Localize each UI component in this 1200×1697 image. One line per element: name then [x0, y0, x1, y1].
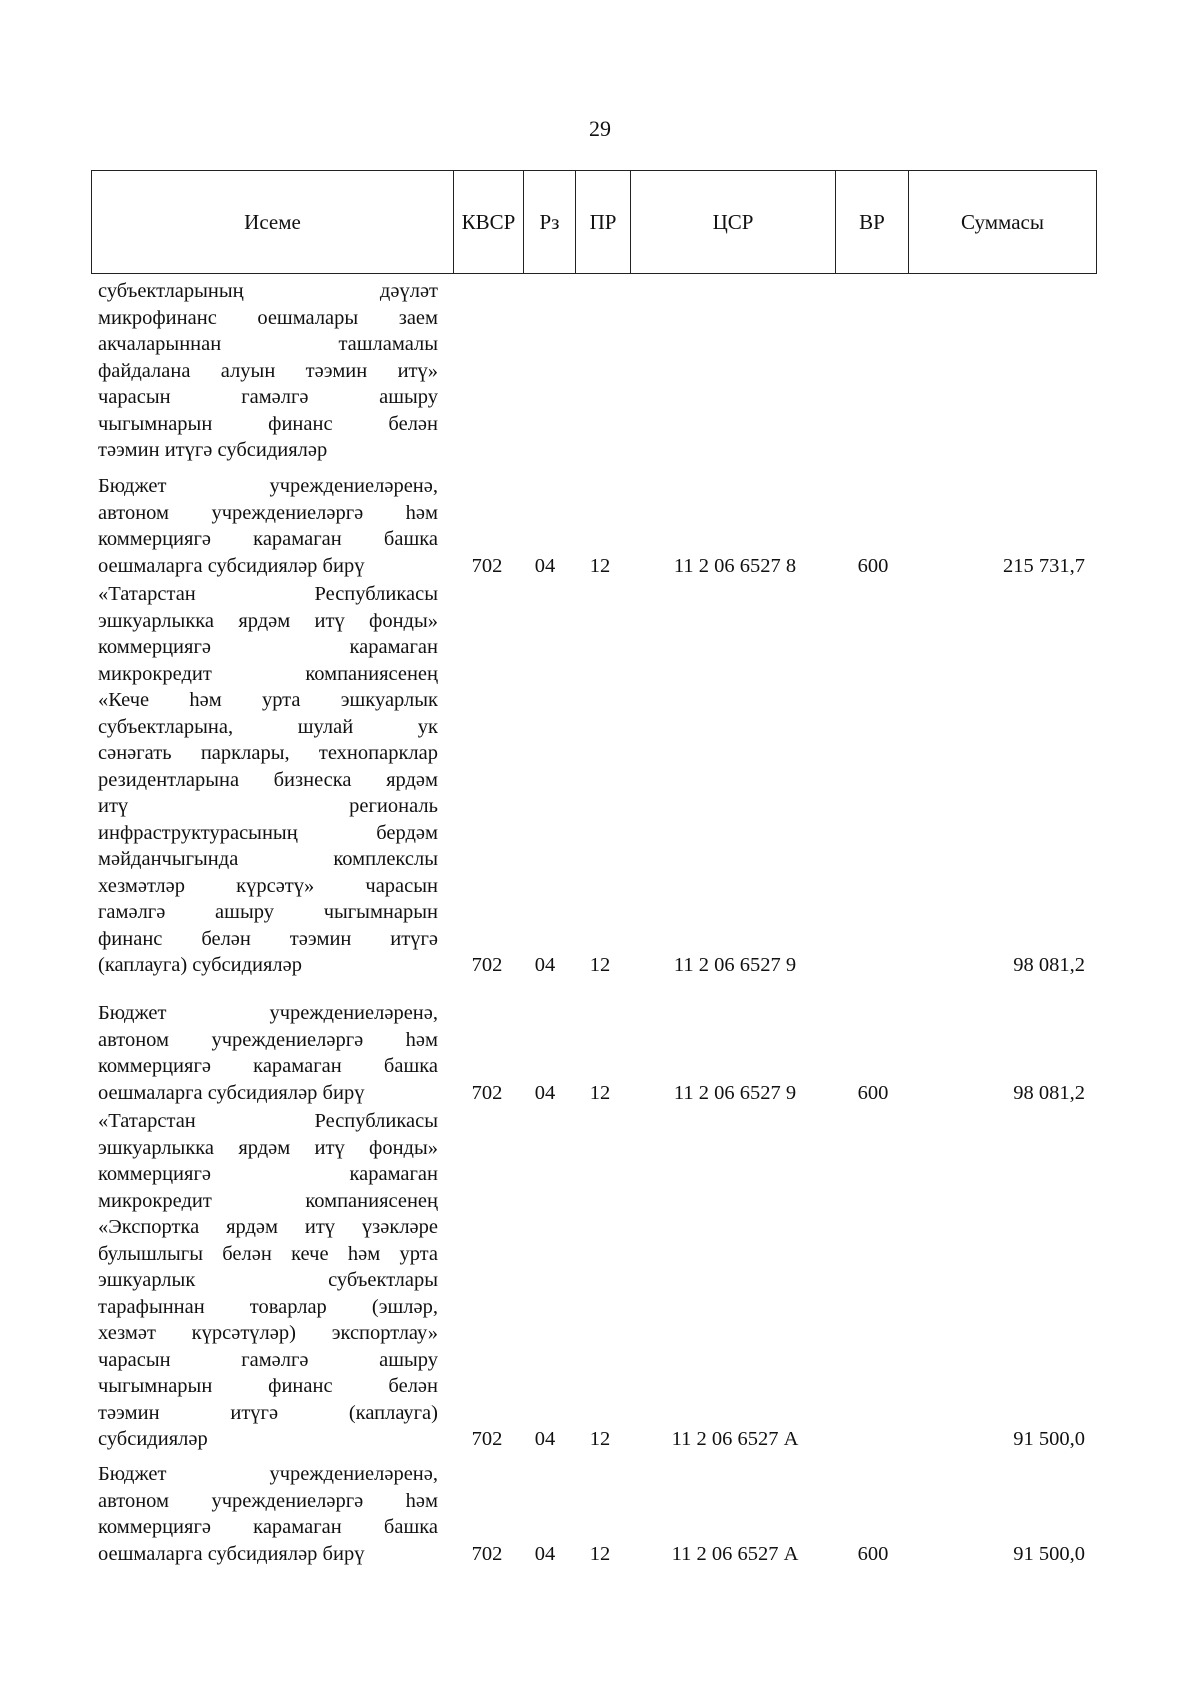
header-rz: Рз: [524, 171, 576, 274]
row-name-line: эшкуарлыкка ярдәм итү фонды»: [98, 609, 438, 632]
row-name: [98, 473, 438, 579]
row-name-line: инфраструктурасының бердәм: [98, 821, 438, 844]
header-kvsr: КВСР: [454, 171, 524, 274]
row-name-line: субъектларының дәүләт: [98, 280, 438, 302]
row-name-line: «Экспортка ярдәм итү үзәкләре: [98, 1216, 438, 1238]
row-name-line: микрофинанс оешмалары заем: [98, 306, 438, 329]
row-vr: 600: [857, 554, 889, 577]
header-sum: Суммасы: [909, 171, 1097, 274]
row-rz: 04: [534, 1542, 556, 1565]
row-name-line: автоном учреждениеләргә һәм: [98, 1028, 438, 1051]
row-name-line: оешмаларга субсидияләр бирү: [98, 1081, 365, 1104]
row-name-line: чыгымнарын финанс белән: [98, 412, 438, 435]
row-pr: 12: [589, 1428, 611, 1450]
row-name-line: чарасын гамәлгә ашыру: [98, 1348, 438, 1371]
header-name: Исеме: [92, 171, 454, 274]
row-name-line: субсидияләр: [98, 1428, 208, 1450]
row-csr: 11 2 06 6527 А: [671, 1542, 799, 1565]
header-pr: ПР: [576, 171, 631, 274]
row-kvsr: 702: [471, 1081, 503, 1104]
page-number: 29: [589, 116, 611, 141]
row-name-line: микрокредит компаниясенең: [98, 1189, 438, 1212]
row-csr: 11 2 06 6527 9: [673, 1081, 797, 1104]
row-name-line: финанс белән тәэмин итүгә: [98, 927, 438, 950]
row-name-line: итү региональ: [98, 795, 438, 817]
row-name: [98, 581, 438, 979]
row-name-line: коммерциягә карамаган: [98, 636, 438, 658]
row-name: [98, 1461, 438, 1567]
row-name-line: файдалана алуын тәэмин итү»: [98, 359, 438, 382]
row-vr: 600: [857, 1542, 889, 1565]
row-name-line: «Татарстан Республикасы: [98, 1110, 438, 1132]
row-vr: 600: [857, 1081, 889, 1104]
row-name-line: гамәлгә ашыру чыгымнарын: [98, 901, 438, 923]
row-name-line: коммерциягә карамаган башка: [98, 1516, 438, 1538]
row-sum: 98 081,2: [1013, 1081, 1085, 1104]
row-pr: 12: [589, 954, 611, 976]
row-name-line: булышлыгы белән кече һәм урта: [98, 1242, 438, 1265]
row-name-line: «Кече һәм урта эшкуарлык: [98, 689, 438, 711]
row-name-line: оешмаларга субсидияләр бирү: [98, 1542, 365, 1565]
row-csr: 11 2 06 6527 8: [673, 554, 797, 577]
row-name-line: тәэмин итүгә субсидияләр: [98, 439, 328, 461]
row-name-line: субъектларына, шулай ук: [98, 715, 438, 738]
row-pr: 12: [589, 1542, 611, 1565]
row-rz: 04: [534, 1081, 556, 1104]
row-name-line: оешмаларга субсидияләр бирү: [98, 554, 365, 577]
row-name-line: акчаларыннан ташламалы: [98, 333, 438, 355]
row-name-line: тарафыннан товарлар (эшләр,: [98, 1295, 438, 1318]
row-name-line: коммерциягә карамаган башка: [98, 1055, 438, 1077]
row-rz: 04: [534, 1428, 556, 1450]
row-name-line: коммерциягә карамаган башка: [98, 528, 438, 550]
row-name-line: эшкуарлыкка ярдәм итү фонды»: [98, 1136, 438, 1159]
row-name-line: Бюджет учреждениеләренә,: [98, 1463, 438, 1485]
row-name-line: Бюджет учреждениеләренә,: [98, 1002, 438, 1024]
row-csr: 11 2 06 6527 9: [673, 954, 797, 976]
row-kvsr: 702: [471, 1542, 503, 1565]
row-name-line: чарасын гамәлгә ашыру: [98, 386, 438, 408]
row-name-line: коммерциягә карамаган: [98, 1163, 438, 1185]
row-name-line: хезмәтләр күрсәтү» чарасын: [98, 874, 438, 897]
row-name-line: (каплауга) субсидияләр: [98, 954, 302, 976]
row-name-line: «Татарстан Республикасы: [98, 583, 438, 605]
row-kvsr: 702: [471, 554, 503, 577]
row-kvsr: 702: [471, 1428, 503, 1450]
row-name-line: микрокредит компаниясенең: [98, 662, 438, 685]
row-name-line: хезмәт күрсәтүләр) экспортлау»: [98, 1322, 438, 1344]
row-csr: 11 2 06 6527 А: [671, 1428, 799, 1450]
row-name: [98, 278, 438, 464]
row-name-line: автоном учреждениеләргә һәм: [98, 1489, 438, 1512]
row-name-line: чыгымнарын финанс белән: [98, 1375, 438, 1397]
row-name: [98, 1000, 438, 1106]
row-name: [98, 1108, 438, 1453]
row-name-line: сәнәгать парклары, технопарклар: [98, 742, 438, 764]
table-header: [91, 170, 1097, 274]
row-rz: 04: [534, 954, 556, 976]
row-sum: 91 500,0: [1013, 1542, 1085, 1565]
row-kvsr: 702: [471, 954, 503, 976]
row-sum: 91 500,0: [1013, 1428, 1085, 1450]
row-rz: 04: [534, 554, 556, 577]
row-pr: 12: [589, 1081, 611, 1104]
row-sum: 98 081,2: [1013, 954, 1085, 976]
header-vr: ВР: [836, 171, 909, 274]
row-name-line: автоном учреждениеләргә һәм: [98, 501, 438, 524]
row-name-line: тәэмин итүгә (каплауга): [98, 1401, 438, 1424]
row-name-line: эшкуарлык субъектлары: [98, 1269, 438, 1291]
header-csr: ЦСР: [631, 171, 836, 274]
row-name-line: Бюджет учреждениеләренә,: [98, 475, 438, 497]
row-name-line: мәйданчыгында комплекслы: [98, 848, 438, 870]
row-sum: 215 731,7: [1003, 554, 1085, 577]
row-name-line: резидентларына бизнеска ярдәм: [98, 768, 438, 791]
row-pr: 12: [589, 554, 611, 577]
